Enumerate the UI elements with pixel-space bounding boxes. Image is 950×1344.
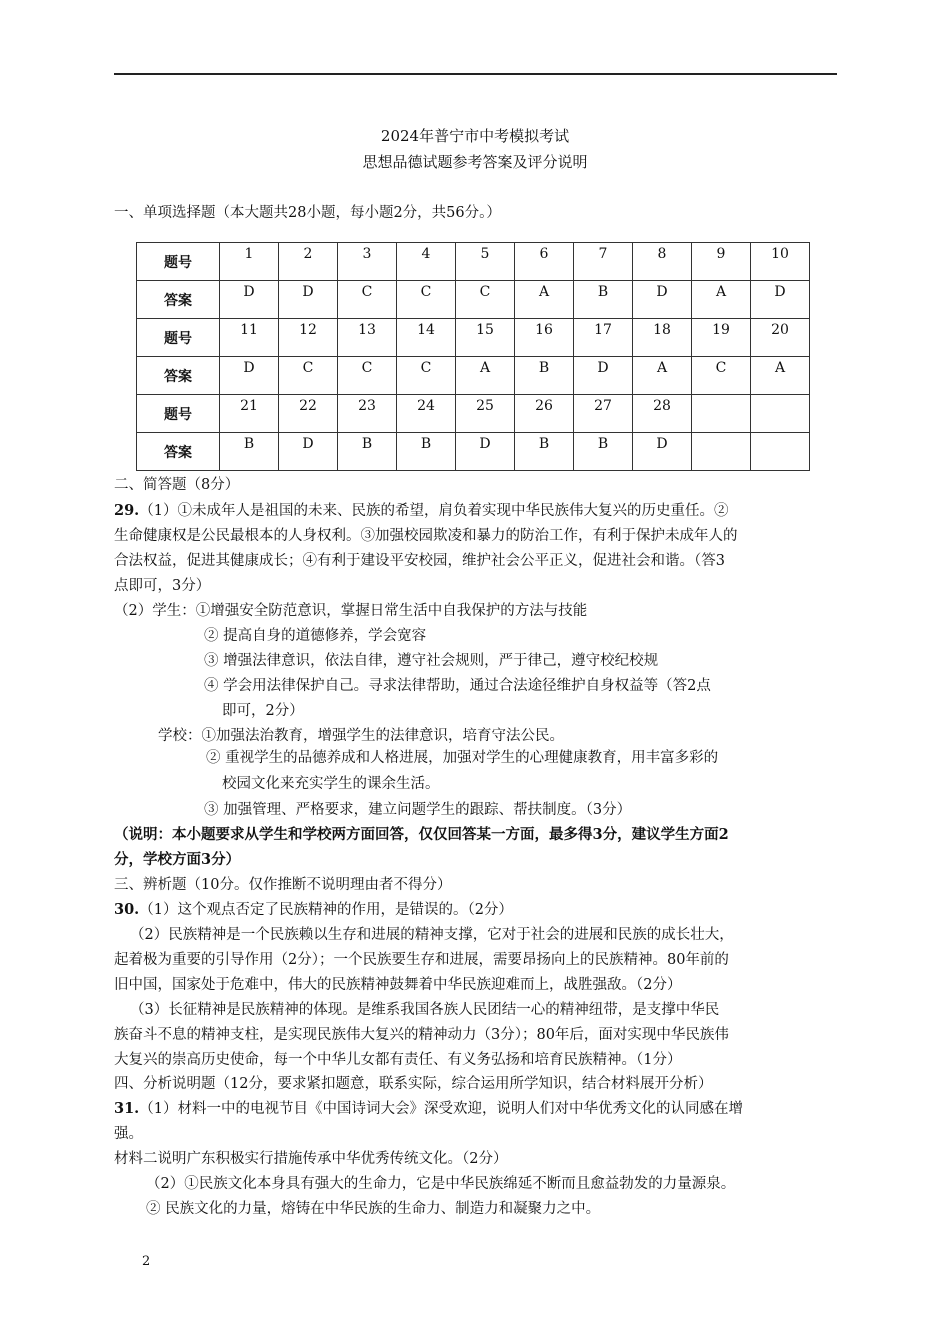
- question-number-cell: 2: [279, 243, 338, 281]
- answer-cell: D: [751, 281, 810, 319]
- answer-cell: D: [279, 281, 338, 319]
- answer-cell: C: [397, 281, 456, 319]
- question-number-cell: 1: [220, 243, 279, 281]
- q31-line5: ② 民族文化的力量，熔铸在中华民族的生命力、制造力和凝聚力之中。: [146, 1201, 601, 1217]
- answer-cell: D: [220, 357, 279, 395]
- question-number-cell: 8: [633, 243, 692, 281]
- answer-cell: [751, 433, 810, 471]
- answer-cell: B: [515, 357, 574, 395]
- answer-cell: C: [279, 357, 338, 395]
- question-number-cell: 12: [279, 319, 338, 357]
- answer-cell: B: [338, 433, 397, 471]
- q30-number: 30.: [114, 901, 140, 918]
- question-number-cell: 17: [574, 319, 633, 357]
- answer-cell: D: [633, 433, 692, 471]
- question-number-label: 题号: [137, 395, 220, 433]
- q30-line1: （1）这个观点否定了民族精神的作用，是错误的。（2分）: [139, 902, 513, 918]
- question-number-cell: 16: [515, 319, 574, 357]
- q30-first-line: [114, 899, 513, 921]
- answer-cell: A: [692, 281, 751, 319]
- q29-part1-line4: 点即可，3分）: [114, 578, 211, 594]
- q29-part2-line4: ④ 学会用法律保护自己。寻求法律帮助，通过合法途径维护自身权益等（答2点: [204, 678, 711, 694]
- question-number-cell: 21: [220, 395, 279, 433]
- question-number-cell: 23: [338, 395, 397, 433]
- question-number-cell: [692, 395, 751, 433]
- q29-part1-line1: （1）①未成年人是祖国的未来、民族的希望，肩负着实现中华民族伟大复兴的历史重任。②: [139, 503, 729, 519]
- question-number-cell: 26: [515, 395, 574, 433]
- answer-table-ans-row: [137, 281, 810, 319]
- q31-line3: 材料二说明广东积极实行措施传承中华优秀传统文化。（2分）: [114, 1151, 508, 1167]
- answer-cell: C: [338, 357, 397, 395]
- answer-table-ans-row: [137, 433, 810, 471]
- question-number-cell: 24: [397, 395, 456, 433]
- question-number-label: 题号: [137, 319, 220, 357]
- q31-line4: （2）①民族文化本身具有强大的生命力，它是中华民族绵延不断而且愈益勃发的力量源泉。: [146, 1176, 736, 1192]
- question-number-cell: 5: [456, 243, 515, 281]
- exam-title: 2024年普宁市中考模拟考试: [380, 127, 570, 145]
- question-number-cell: 22: [279, 395, 338, 433]
- q31-first-line: [114, 1098, 743, 1120]
- question-number-cell: 6: [515, 243, 574, 281]
- section2-heading: 二、简答题（8分）: [114, 477, 240, 493]
- question-number-label: 题号: [137, 243, 220, 281]
- answer-cell: D: [220, 281, 279, 319]
- answer-table-num-row: [137, 395, 810, 433]
- section1-heading: 一、单项选择题（本大题共28小题，每小题2分，共56分。）: [114, 205, 501, 221]
- answer-cell: D: [633, 281, 692, 319]
- answer-label: 答案: [137, 281, 220, 319]
- answer-table-num-row: [137, 319, 810, 357]
- question-number-cell: 28: [633, 395, 692, 433]
- answer-cell: C: [397, 357, 456, 395]
- q29-school-line3: 校园文化来充实学生的课余生活。: [222, 776, 440, 792]
- exam-subtitle: 思想品德试题参考答案及评分说明: [362, 153, 588, 171]
- answer-cell: D: [279, 433, 338, 471]
- answer-cell: A: [751, 357, 810, 395]
- q30-line3: 起着极为重要的引导作用（2分）；一个民族要生存和进展，需要昂扬向上的民族精神。80年前的: [114, 952, 729, 968]
- answer-cell: A: [456, 357, 515, 395]
- question-number-cell: 18: [633, 319, 692, 357]
- question-number-cell: [751, 395, 810, 433]
- q31-number: 31.: [114, 1100, 140, 1117]
- answer-cell: A: [515, 281, 574, 319]
- header-rule: [114, 73, 837, 75]
- q29-first-line: [114, 500, 728, 522]
- answer-cell: B: [397, 433, 456, 471]
- question-number-cell: 10: [751, 243, 810, 281]
- q31-line1: （1）材料一中的电视节目《中国诗词大会》深受欢迎，说明人们对中华优秀文化的认同感在增: [139, 1101, 743, 1117]
- answer-cell: B: [220, 433, 279, 471]
- answer-cell: [692, 433, 751, 471]
- answer-table-ans-row: [137, 357, 810, 395]
- q31-line2: 强。: [114, 1126, 143, 1142]
- answer-cell: C: [456, 281, 515, 319]
- answer-table: [136, 242, 810, 471]
- q30-line2: （2）民族精神是一个民族赖以生存和进展的精神支撑，它对于社会的进展和民族的成长壮大，: [130, 927, 734, 943]
- question-number-cell: 27: [574, 395, 633, 433]
- question-number-cell: 3: [338, 243, 397, 281]
- answer-label: 答案: [137, 357, 220, 395]
- answer-table-num-row: [137, 243, 810, 281]
- q30-line5: （3）长征精神是民族精神的体现。是维系我国各族人民团结一心的精神纽带，是支撑中华民: [130, 1002, 720, 1018]
- question-number-cell: 4: [397, 243, 456, 281]
- question-number-cell: 15: [456, 319, 515, 357]
- answer-label: 答案: [137, 433, 220, 471]
- q30-line7: 大复兴的崇高历史使命，每一个中华儿女都有责任、有义务弘扬和培育民族精神。（1分）: [114, 1052, 682, 1068]
- answer-cell: B: [574, 281, 633, 319]
- q29-part2-line2: ② 提高自身的道德修养，学会宽容: [204, 628, 427, 644]
- q29-part1-line3: 合法权益，促进其健康成长；④有利于建设平安校园，维护社会公平正义，促进社会和谐。（答3: [114, 553, 725, 569]
- answer-cell: C: [692, 357, 751, 395]
- answer-cell: B: [515, 433, 574, 471]
- question-number-cell: 19: [692, 319, 751, 357]
- q29-school-line4: ③ 加强管理、严格要求，建立问题学生的跟踪、帮扶制度。（3分）: [204, 802, 632, 818]
- question-number-cell: 7: [574, 243, 633, 281]
- question-number-cell: 9: [692, 243, 751, 281]
- answer-cell: C: [338, 281, 397, 319]
- answer-cell: D: [574, 357, 633, 395]
- answer-cell: B: [574, 433, 633, 471]
- section3-heading: 三、辨析题（10分。仅作推断不说明理由者不得分）: [114, 877, 452, 893]
- q30-line4: 旧中国，国家处于危难中，伟大的民族精神鼓舞着中华民族迎难而上，战胜强敌。（2分）: [114, 977, 682, 993]
- answer-cell: D: [456, 433, 515, 471]
- q29-part2-line1: （2）学生：①增强安全防范意识，掌握日常生活中自我保护的方法与技能: [114, 603, 588, 619]
- q29-number: 29.: [114, 502, 140, 519]
- q29-note-line1: （说明：本小题要求从学生和学校两方面回答，仅仅回答某一方面，最多得3分，建议学生方面2: [114, 826, 729, 843]
- q29-school-line1: 学校：①加强法治教育，增强学生的法律意识，培育守法公民。: [158, 728, 564, 744]
- q29-part1-line2: 生命健康权是公民最根本的人身权利。③加强校园欺凌和暴力的防治工作，有利于保护未成年人的: [114, 528, 738, 544]
- section4-heading: 四、分析说明题（12分，要求紧扣题意，联系实际，综合运用所学知识，结合材料展开分析）: [114, 1076, 713, 1092]
- q29-note-line2: 分，学校方面3分）: [114, 851, 241, 868]
- question-number-cell: 11: [220, 319, 279, 357]
- q29-part2-line5: 即可，2分）: [222, 703, 304, 719]
- q29-school-line2: ② 重视学生的品德养成和人格进展，加强对学生的心理健康教育，用丰富多彩的: [206, 750, 719, 766]
- question-number-cell: 20: [751, 319, 810, 357]
- page-number: 2: [142, 1254, 151, 1269]
- q30-line6: 族奋斗不息的精神支柱，是实现民族伟大复兴的精神动力（3分）；80年后，面对实现中华民族伟: [114, 1027, 729, 1043]
- question-number-cell: 14: [397, 319, 456, 357]
- q29-part2-line3: ③ 增强法律意识，依法自律，遵守社会规则，严于律己，遵守校纪校规: [204, 653, 659, 669]
- answer-cell: A: [633, 357, 692, 395]
- question-number-cell: 13: [338, 319, 397, 357]
- question-number-cell: 25: [456, 395, 515, 433]
